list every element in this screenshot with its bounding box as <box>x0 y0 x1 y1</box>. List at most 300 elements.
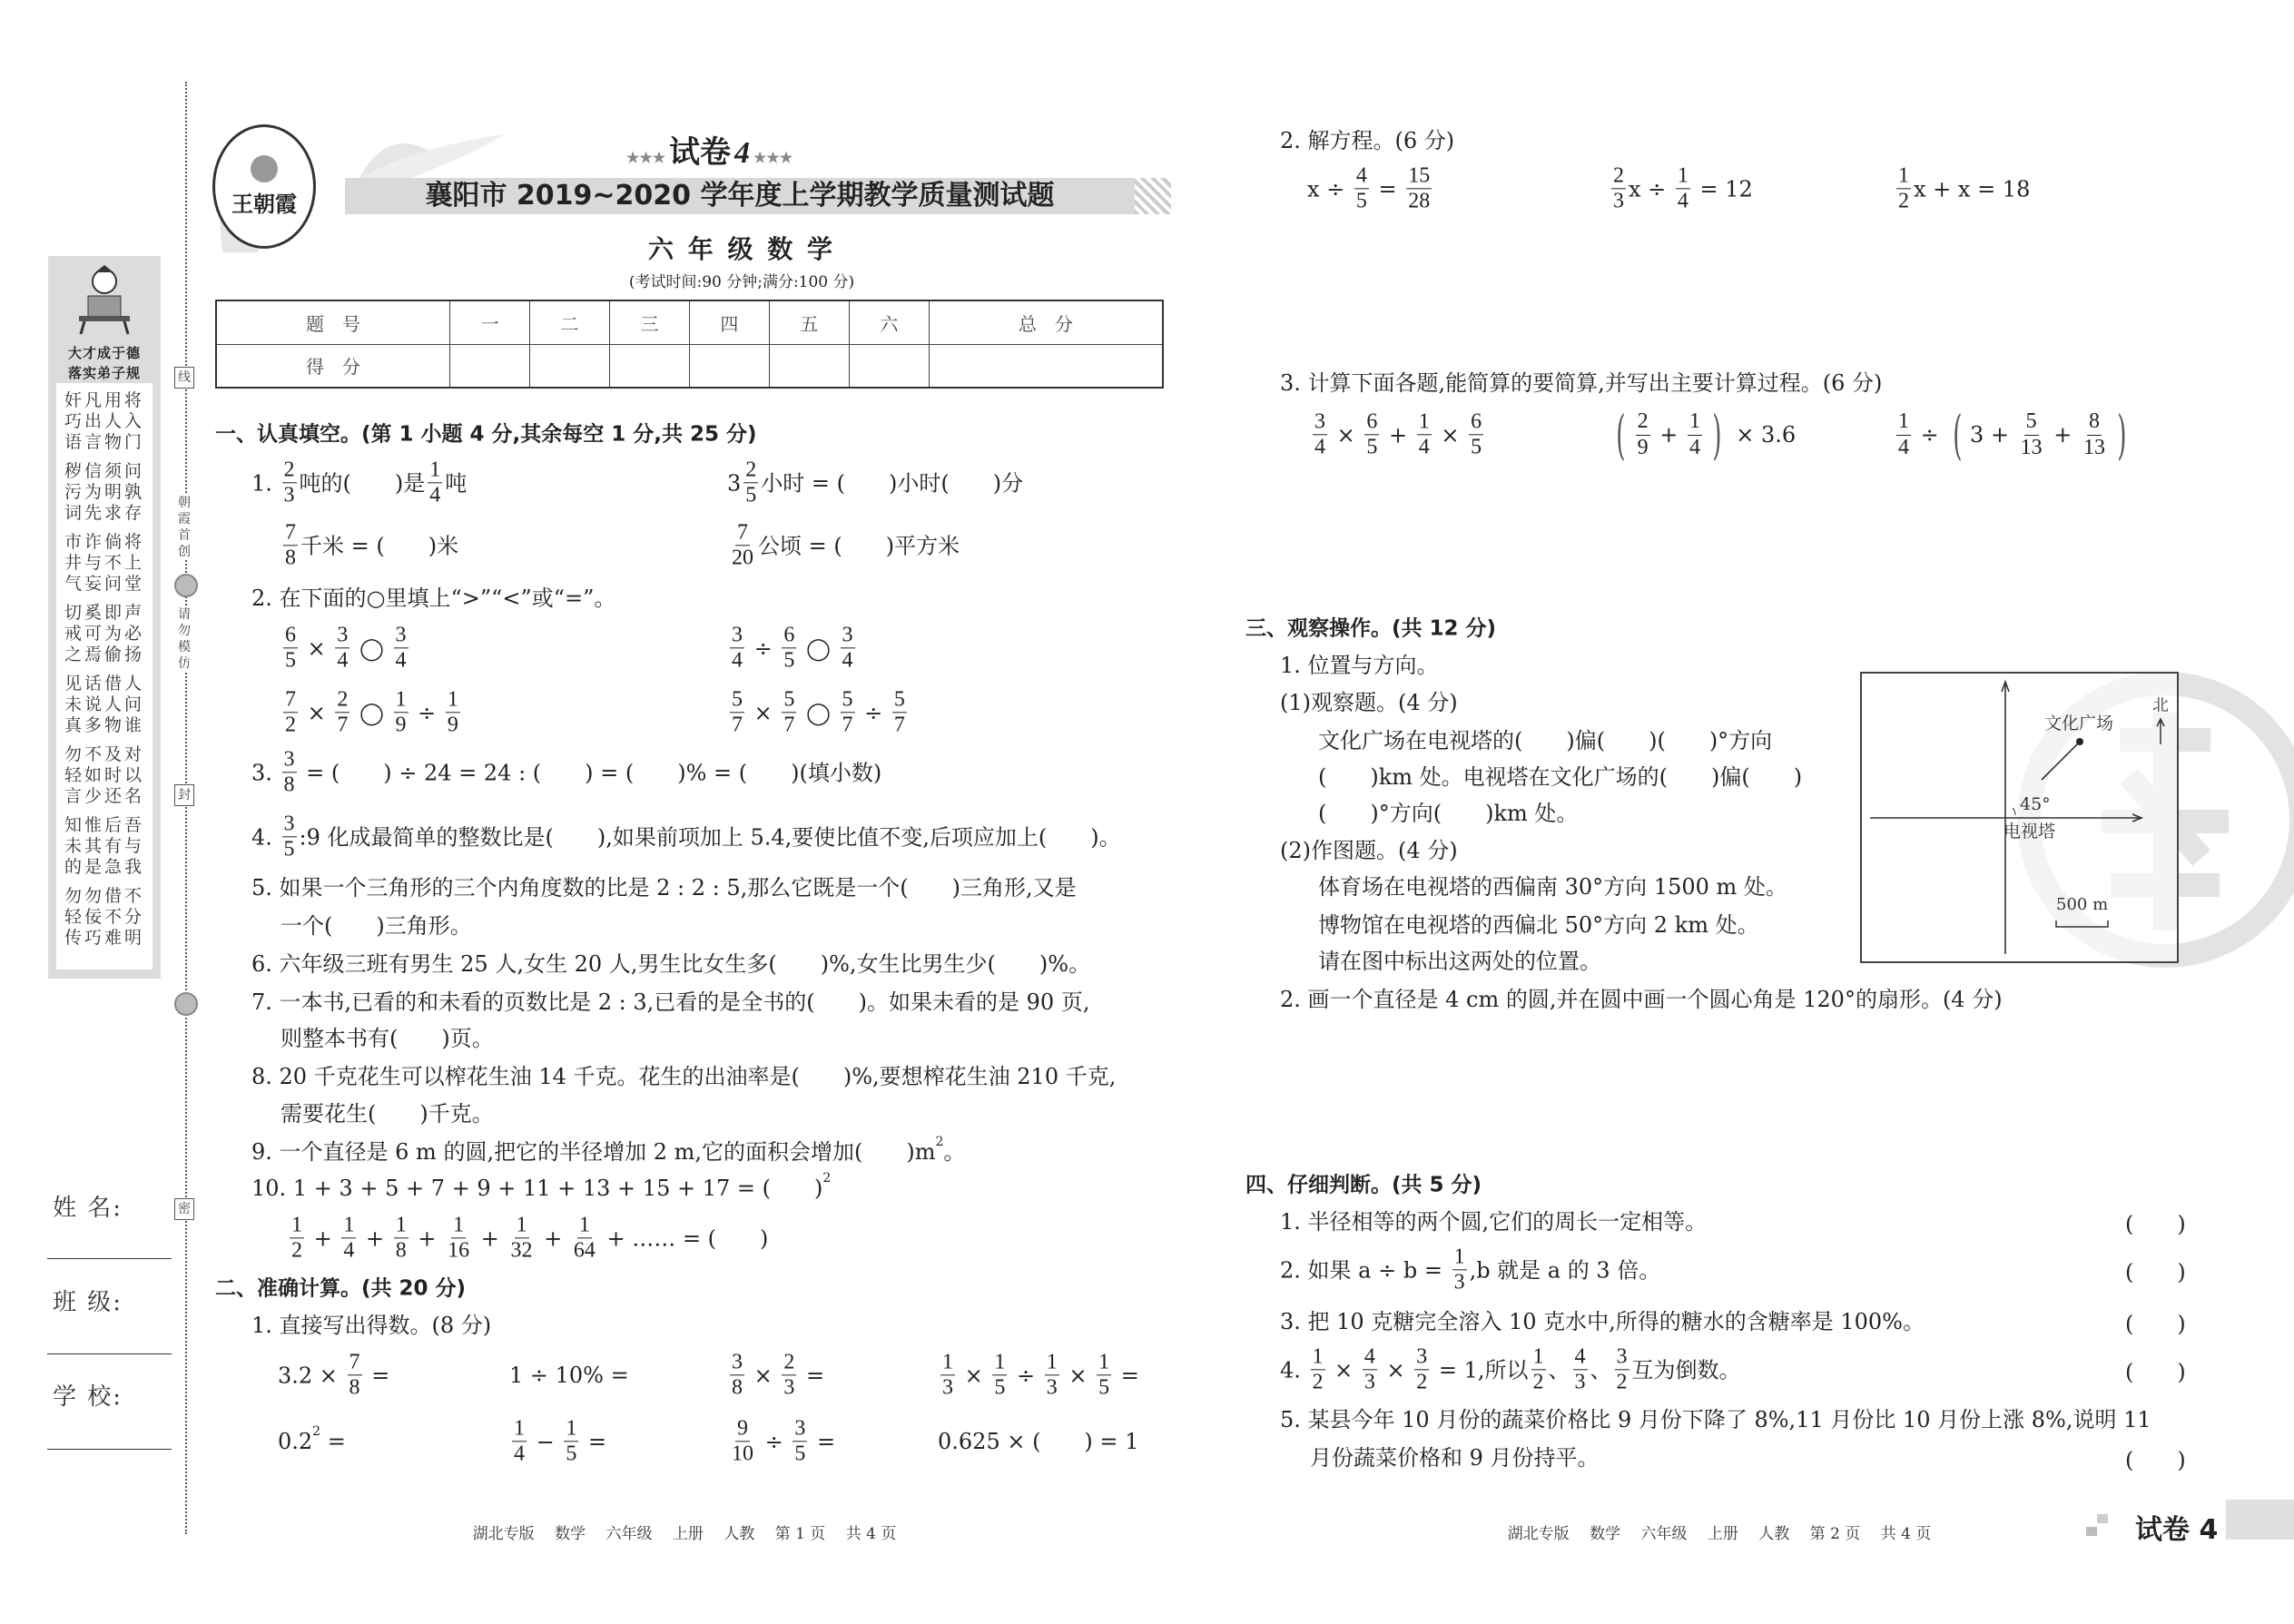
denominator: 8 <box>283 773 295 797</box>
poem-line: 的是急我 <box>64 857 144 877</box>
text-segment: ◯ <box>352 635 391 661</box>
numerator: 6 <box>1364 410 1379 435</box>
text-segment: 10. 1 + 3 + 5 + 7 + 9 + 11 + 13 + 15 + 17 = ( ) <box>251 1176 823 1201</box>
denominator: 4 <box>842 648 853 673</box>
text-segment: 请在图中标出这两处的位置。 <box>1318 949 1601 974</box>
score-cell[interactable] <box>849 344 929 388</box>
text-segment: + <box>2046 422 2080 448</box>
fraction <box>1311 1345 1325 1393</box>
text-segment: ◯ <box>352 700 391 725</box>
text-segment: × <box>1330 422 1363 448</box>
compare-b <box>727 624 858 672</box>
numerator: 5 <box>841 688 855 713</box>
denominator: 2 <box>1416 1370 1428 1394</box>
text-segment: 1. <box>251 470 280 496</box>
superscript: 2 <box>312 1424 321 1439</box>
score-cell[interactable] <box>530 344 610 388</box>
label-scale: 500 m <box>2056 895 2109 914</box>
numerator: 5 <box>782 688 796 713</box>
judge-item <box>1280 1211 1707 1233</box>
poem-line: 污为明孰 <box>64 482 144 502</box>
poem-line: 知惟后吾 <box>64 815 144 835</box>
text-segment: ÷ <box>758 1429 791 1454</box>
fraction <box>282 458 297 507</box>
student-illustration-icon <box>75 263 133 336</box>
score-table-header: 四 <box>689 300 769 344</box>
denominator: 2 <box>291 1238 302 1263</box>
denominator: 7 <box>893 713 905 737</box>
poem-line: 秽信须问 <box>64 461 144 481</box>
text-segment: + <box>410 1225 444 1251</box>
fraction <box>1676 164 1690 212</box>
text-segment: + <box>474 1225 507 1251</box>
question-8 <box>251 1066 1116 1088</box>
numerator: 5 <box>730 688 744 713</box>
text-segment: 2. 如果 a ÷ b = <box>1280 1257 1450 1283</box>
denominator: 8 <box>395 1238 407 1263</box>
fraction <box>283 688 298 736</box>
question-1d <box>727 521 960 569</box>
right-question-2 <box>1280 130 1454 152</box>
text-segment: 2. 解方程。(6 分) <box>1280 128 1455 153</box>
footer-left: 湖北专版 数学 六年级 上册 人教 第 1 页 共 4 页 <box>472 1525 897 1543</box>
question-4 <box>251 812 1121 861</box>
rules-poem <box>56 383 153 969</box>
text-segment: 。 <box>943 1139 966 1165</box>
poem-line: 词先求存 <box>64 503 144 523</box>
poem-line: 未其有与 <box>64 836 144 856</box>
poem-line: 未说人问 <box>64 694 144 714</box>
denominator: 9 <box>447 713 458 737</box>
answer-bracket[interactable]: ( ) <box>2125 1359 2186 1385</box>
badge-label: 试卷 <box>669 134 732 171</box>
fraction <box>428 458 442 507</box>
denominator: 5 <box>794 1442 806 1466</box>
text-segment: 博物馆在电视塔的西偏北 50°方向 2 km 处。 <box>1318 912 1759 938</box>
name-input-line[interactable] <box>47 1258 172 1259</box>
poem-stanza <box>58 886 151 949</box>
numerator: 2 <box>1636 410 1650 435</box>
fraction <box>730 688 744 736</box>
denominator: 5 <box>285 648 296 673</box>
score-table-header: 六 <box>849 300 929 344</box>
text-segment: × <box>958 1363 990 1388</box>
text-segment: = 1,所以 <box>1432 1357 1529 1383</box>
expression <box>1310 410 1486 458</box>
score-cell[interactable] <box>929 344 1163 388</box>
denominator: 3 <box>283 483 295 507</box>
section-2-title: 二、准确计算。(共 20 分) <box>215 1276 467 1301</box>
denominator: 5 <box>283 837 295 861</box>
numerator: 1 <box>451 1214 466 1238</box>
denominator: 4 <box>337 648 349 673</box>
numerator: 5 <box>892 688 907 713</box>
fraction <box>782 688 796 736</box>
bracket-glyph: ) <box>2117 404 2127 466</box>
expression <box>1609 404 1797 466</box>
fraction <box>743 458 758 507</box>
subject-title: 六 年 级 数 学 <box>648 234 835 264</box>
badge-number: 4 <box>734 136 751 170</box>
numerator: 1 <box>992 1351 1007 1375</box>
score-row-label: 得 分 <box>216 344 450 388</box>
denominator: 16 <box>448 1238 470 1263</box>
footer-right: 湖北专版 数学 六年级 上册 人教 第 2 页 共 4 页 <box>1507 1525 1932 1543</box>
text-segment: ÷ <box>857 700 890 725</box>
denominator: 8 <box>349 1375 360 1400</box>
fraction <box>1469 410 1483 458</box>
denominator: 4 <box>732 648 743 673</box>
numerator: 3 <box>282 748 297 773</box>
text-segment: 3. 计算下面各题,能简算的要简算,并写出主要计算过程。(6 分) <box>1280 370 1883 396</box>
denominator: 3 <box>1364 1370 1375 1394</box>
denominator: 4 <box>1898 435 1909 459</box>
numerator: 1 <box>1417 410 1432 435</box>
binding-label-brand: 朝霞首创 <box>174 495 194 560</box>
calc-item <box>509 1417 606 1465</box>
observe-line <box>1318 802 1578 824</box>
denominator: 10 <box>732 1442 753 1466</box>
numerator: 7 <box>735 521 750 546</box>
numerator: 1 <box>1045 1351 1059 1375</box>
poem-line: 勿勿借不 <box>64 886 144 906</box>
text-segment: × <box>300 700 333 725</box>
question-6 <box>251 953 1090 975</box>
fraction <box>1313 410 1327 458</box>
denominator: 3 <box>1574 1370 1586 1394</box>
numerator: 3 <box>1615 1345 1629 1370</box>
text-segment: = <box>1371 176 1404 202</box>
denominator: 9 <box>1637 435 1649 459</box>
equation <box>1307 164 1434 212</box>
section-2-q1 <box>251 1314 491 1336</box>
fraction <box>892 688 907 736</box>
denominator: 20 <box>732 546 753 570</box>
fraction <box>1406 164 1432 212</box>
draw-line <box>1318 950 1601 972</box>
denominator: 5 <box>1471 435 1482 459</box>
numerator: 3 <box>730 624 744 648</box>
text-segment: 小时 = ( )小时( )分 <box>761 470 1024 496</box>
square-point <box>2076 738 2083 745</box>
score-cell[interactable] <box>450 344 530 388</box>
text-segment: ( )°方向( )km 处。 <box>1318 801 1579 826</box>
poem-line: 戒可为必 <box>64 624 144 644</box>
poem-line: 见话借人 <box>64 674 144 694</box>
fraction <box>1452 1245 1467 1294</box>
denominator: 5 <box>1098 1375 1110 1400</box>
fraction <box>1417 410 1432 458</box>
numerator: 8 <box>2087 410 2102 435</box>
fraction <box>509 1214 535 1262</box>
denominator: 4 <box>395 648 407 673</box>
denominator: 3 <box>1453 1270 1465 1294</box>
observe-line <box>1318 766 1802 788</box>
poem-stanza <box>58 532 151 595</box>
text-segment: = <box>799 1363 825 1388</box>
denominator: 2 <box>285 713 296 737</box>
fraction <box>1615 1345 1629 1393</box>
superscript: 2 <box>935 1135 944 1149</box>
question-10 <box>251 1171 832 1201</box>
numerator: 9 <box>735 1417 750 1442</box>
logo-mark-icon <box>174 992 198 1016</box>
poem-line: 市诈倘将 <box>64 532 144 552</box>
fraction <box>1097 1351 1111 1399</box>
corner-badge: 试卷 4 <box>2135 1514 2219 1546</box>
denominator: 8 <box>285 546 296 570</box>
denominator: 2 <box>1312 1370 1324 1394</box>
numerator: 1 <box>341 1214 356 1238</box>
fraction <box>730 521 755 569</box>
class-label: 班 级: <box>53 1289 123 1316</box>
poem-line: 语言物门 <box>64 432 144 452</box>
numerator: 6 <box>283 624 298 648</box>
text-segment: = <box>320 1429 346 1454</box>
numerator: 1 <box>1097 1351 1111 1375</box>
judge-item <box>1280 1345 1741 1393</box>
exam-info: (考试时间:90 分钟;满分:100 分) <box>628 273 855 291</box>
judge-item <box>1280 1311 1925 1333</box>
section-3-q2 <box>1280 989 2003 1010</box>
poem-stanza <box>58 603 151 665</box>
brand-logo <box>212 124 316 249</box>
poem-line: 轻如时以 <box>64 765 144 785</box>
numerator: 1 <box>1452 1245 1467 1270</box>
numerator: 1 <box>394 1214 409 1238</box>
label-angle: 45° <box>2020 794 2051 814</box>
section-3-title: 三、观察操作。(共 12 分) <box>1245 616 1497 641</box>
fraction <box>1688 410 1702 458</box>
denominator: 28 <box>1408 189 1431 213</box>
expression <box>1894 404 2134 466</box>
answer-bracket[interactable]: ( ) <box>2125 1259 2186 1285</box>
fraction <box>282 748 297 796</box>
numerator: 2 <box>743 458 758 483</box>
denominator: 5 <box>566 1442 577 1466</box>
text-segment: ,b 就是 a 的 3 倍。 <box>1469 1257 1661 1283</box>
fraction <box>283 624 298 672</box>
question-5-cont <box>281 915 472 937</box>
text-segment: 千米 = ( )米 <box>300 533 459 558</box>
text-segment: + <box>537 1225 569 1251</box>
fraction <box>1611 164 1626 212</box>
class-input-line[interactable] <box>47 1353 172 1354</box>
text-segment: 3.2 × <box>278 1363 345 1388</box>
denominator: 3 <box>1613 189 1624 213</box>
answer-bracket[interactable]: ( ) <box>2125 1211 2186 1237</box>
compare-d <box>727 688 910 736</box>
text-segment: 0.625 × ( ) = 1 <box>938 1429 1139 1454</box>
numerator: 4 <box>1573 1345 1588 1370</box>
poem-line: 真多物谁 <box>64 715 144 735</box>
fraction <box>2019 410 2044 458</box>
numerator: 1 <box>940 1351 955 1375</box>
poem-stanza <box>58 815 151 878</box>
numerator: 2 <box>282 458 297 483</box>
fraction <box>335 624 350 672</box>
numerator: 1 <box>1531 1345 1546 1370</box>
calc-item <box>278 1424 346 1454</box>
score-cell[interactable] <box>769 344 849 388</box>
text-segment: (2)作图题。(4 分) <box>1280 838 1458 863</box>
poem-line: 言少还名 <box>64 786 144 806</box>
numerator: 6 <box>782 624 796 648</box>
score-table-header-row <box>216 300 1163 344</box>
text-segment: 4. <box>1280 1357 1308 1383</box>
poem-stanza <box>58 390 151 453</box>
score-cell[interactable] <box>610 344 690 388</box>
text-segment: 2. 在下面的○里填上“>”“<”或“=”。 <box>251 586 616 611</box>
fraction <box>282 812 297 861</box>
text-segment: ◯ <box>799 635 838 661</box>
numerator: 3 <box>1313 410 1327 435</box>
corner-block <box>2226 1500 2294 1540</box>
binding-label-feng: 封 <box>174 784 194 806</box>
corner-pattern <box>2086 1527 2097 1536</box>
fraction <box>290 1214 304 1262</box>
section-3-q1 <box>1280 655 1439 676</box>
fraction <box>793 1417 807 1465</box>
denominator: 5 <box>1366 435 1378 459</box>
text-segment: 体育场在电视塔的西偏南 30°方向 1500 m 处。 <box>1318 874 1787 900</box>
denominator: 3 <box>783 1375 795 1400</box>
section-1-title: 一、认真填空。(第 1 小题 4 分,其余每空 1 分,共 25 分) <box>215 422 757 447</box>
text-segment: 1. 半径相等的两个圆,它们的周长一定相等。 <box>1280 1209 1708 1235</box>
question-7 <box>251 991 1089 1013</box>
denominator: 4 <box>1689 435 1701 459</box>
fraction <box>2082 410 2107 458</box>
numerator: 1 <box>446 688 460 713</box>
equation <box>1894 164 2030 212</box>
question-2 <box>251 587 615 609</box>
text-segment: × <box>1379 1357 1413 1383</box>
numerator: 1 <box>1688 410 1702 435</box>
poem-line: 轻佞不分 <box>64 907 144 927</box>
calc-item <box>727 1417 835 1465</box>
numerator: 7 <box>348 1351 362 1375</box>
name-label: 姓 名: <box>53 1195 123 1222</box>
fraction <box>283 521 298 569</box>
numerator: 1 <box>515 1214 529 1238</box>
denominator: 4 <box>1677 189 1689 213</box>
fraction <box>730 1351 744 1399</box>
fraction <box>1414 1345 1429 1393</box>
poem-line: 勿不及对 <box>64 744 144 764</box>
text-segment: + <box>359 1225 391 1251</box>
numerator: 2 <box>1611 164 1626 189</box>
denominator: 13 <box>2020 435 2043 459</box>
fraction <box>940 1351 955 1399</box>
score-table-header: 总 分 <box>929 300 1163 344</box>
poem-stanza <box>58 744 151 807</box>
denominator: 5 <box>994 1375 1006 1400</box>
text-segment: 2. 画一个直径是 4 cm 的圆,并在圆中画一个圆心角是 120°的扇形。(4 分) <box>1280 987 2003 1012</box>
score-table <box>215 300 1164 389</box>
numerator: 3 <box>282 812 297 837</box>
fraction <box>572 1214 597 1262</box>
stars-right-icon: ★★★ <box>753 149 793 166</box>
score-cell[interactable] <box>689 344 769 388</box>
text-segment: x ÷ <box>1307 176 1352 202</box>
fraction <box>348 1351 362 1399</box>
direction-diagram[interactable] <box>1860 672 2179 963</box>
fraction <box>992 1351 1007 1399</box>
school-input-line[interactable] <box>47 1449 172 1450</box>
text-segment: 一个( )三角形。 <box>281 913 472 939</box>
draw-line <box>1318 914 1759 936</box>
poem-line: 切奚即声 <box>64 603 144 623</box>
binding-label-warn: 请勿模仿 <box>174 606 194 672</box>
denominator: 5 <box>783 648 795 673</box>
score-table-header: 三 <box>610 300 690 344</box>
poem-line: 气妄问堂 <box>64 574 144 594</box>
section-3-q1-1 <box>1280 692 1458 714</box>
calc-item <box>938 1431 1138 1452</box>
bracket-glyph: ( <box>1616 404 1626 466</box>
text-segment: × <box>1433 422 1467 448</box>
fraction <box>1896 164 1911 212</box>
text-segment: 3 + <box>1970 422 2016 448</box>
numerator: 1 <box>564 1417 578 1442</box>
question-1b <box>727 458 1023 507</box>
fraction <box>782 624 796 672</box>
draw-line <box>1318 876 1787 898</box>
poem-line: 传巧难明 <box>64 928 144 948</box>
poem-stanza <box>58 674 151 736</box>
school-label: 学 校: <box>53 1383 123 1411</box>
text-segment: :9 化成最简单的整数比是( ),如果前项加上 5.4,要使比值不变,后项应加上( )。 <box>299 824 1121 850</box>
denominator: 9 <box>395 713 407 737</box>
fraction <box>394 624 409 672</box>
numerator: 1 <box>577 1214 592 1238</box>
numerator: 5 <box>2024 410 2039 435</box>
numerator: 1 <box>428 458 442 483</box>
numerator: 7 <box>283 521 298 546</box>
text-segment: 3. 把 10 克糖完全溶入 10 克水中,所得的糖水的含糖率是 100%。 <box>1280 1309 1925 1334</box>
numerator: 3 <box>394 624 409 648</box>
denominator: 5 <box>1355 189 1367 213</box>
binding-label-mi: 密 <box>174 1198 194 1220</box>
fraction <box>394 1214 409 1262</box>
fraction <box>1045 1351 1059 1399</box>
question-5 <box>251 877 1077 899</box>
answer-bracket[interactable]: ( ) <box>2125 1447 2186 1473</box>
motto-line: 落实弟子规 <box>67 365 141 381</box>
text-segment: ÷ <box>1009 1363 1042 1388</box>
text-segment: ÷ <box>747 635 780 661</box>
right-question-3 <box>1280 372 1882 394</box>
numerator: 1 <box>290 1214 304 1238</box>
poem-line: 井与不上 <box>64 553 144 573</box>
denominator: 7 <box>783 713 795 737</box>
text-segment: + <box>1382 422 1414 448</box>
text-segment: × 3.6 <box>1728 422 1797 448</box>
corner-pattern <box>2097 1514 2108 1523</box>
text-segment: 吨 <box>445 470 468 496</box>
observe-line <box>1318 730 1772 752</box>
fraction <box>782 1351 796 1399</box>
numerator: 4 <box>1354 164 1369 189</box>
numerator: 4 <box>1363 1345 1377 1370</box>
answer-bracket[interactable]: ( ) <box>2125 1311 2186 1337</box>
denominator: 7 <box>732 713 743 737</box>
text-segment: 5. 如果一个三角形的三个内角度数的比是 2 : 2 : 5,那么它既是一个( )三角形,又是 <box>251 875 1077 901</box>
text-segment: x + x = 18 <box>1914 176 2031 202</box>
denominator: 4 <box>1418 435 1430 459</box>
text-segment: × <box>1327 1357 1360 1383</box>
exam-title: 襄阳市 2019~2020 学年度上学期教学质量测试题 <box>425 180 1055 212</box>
